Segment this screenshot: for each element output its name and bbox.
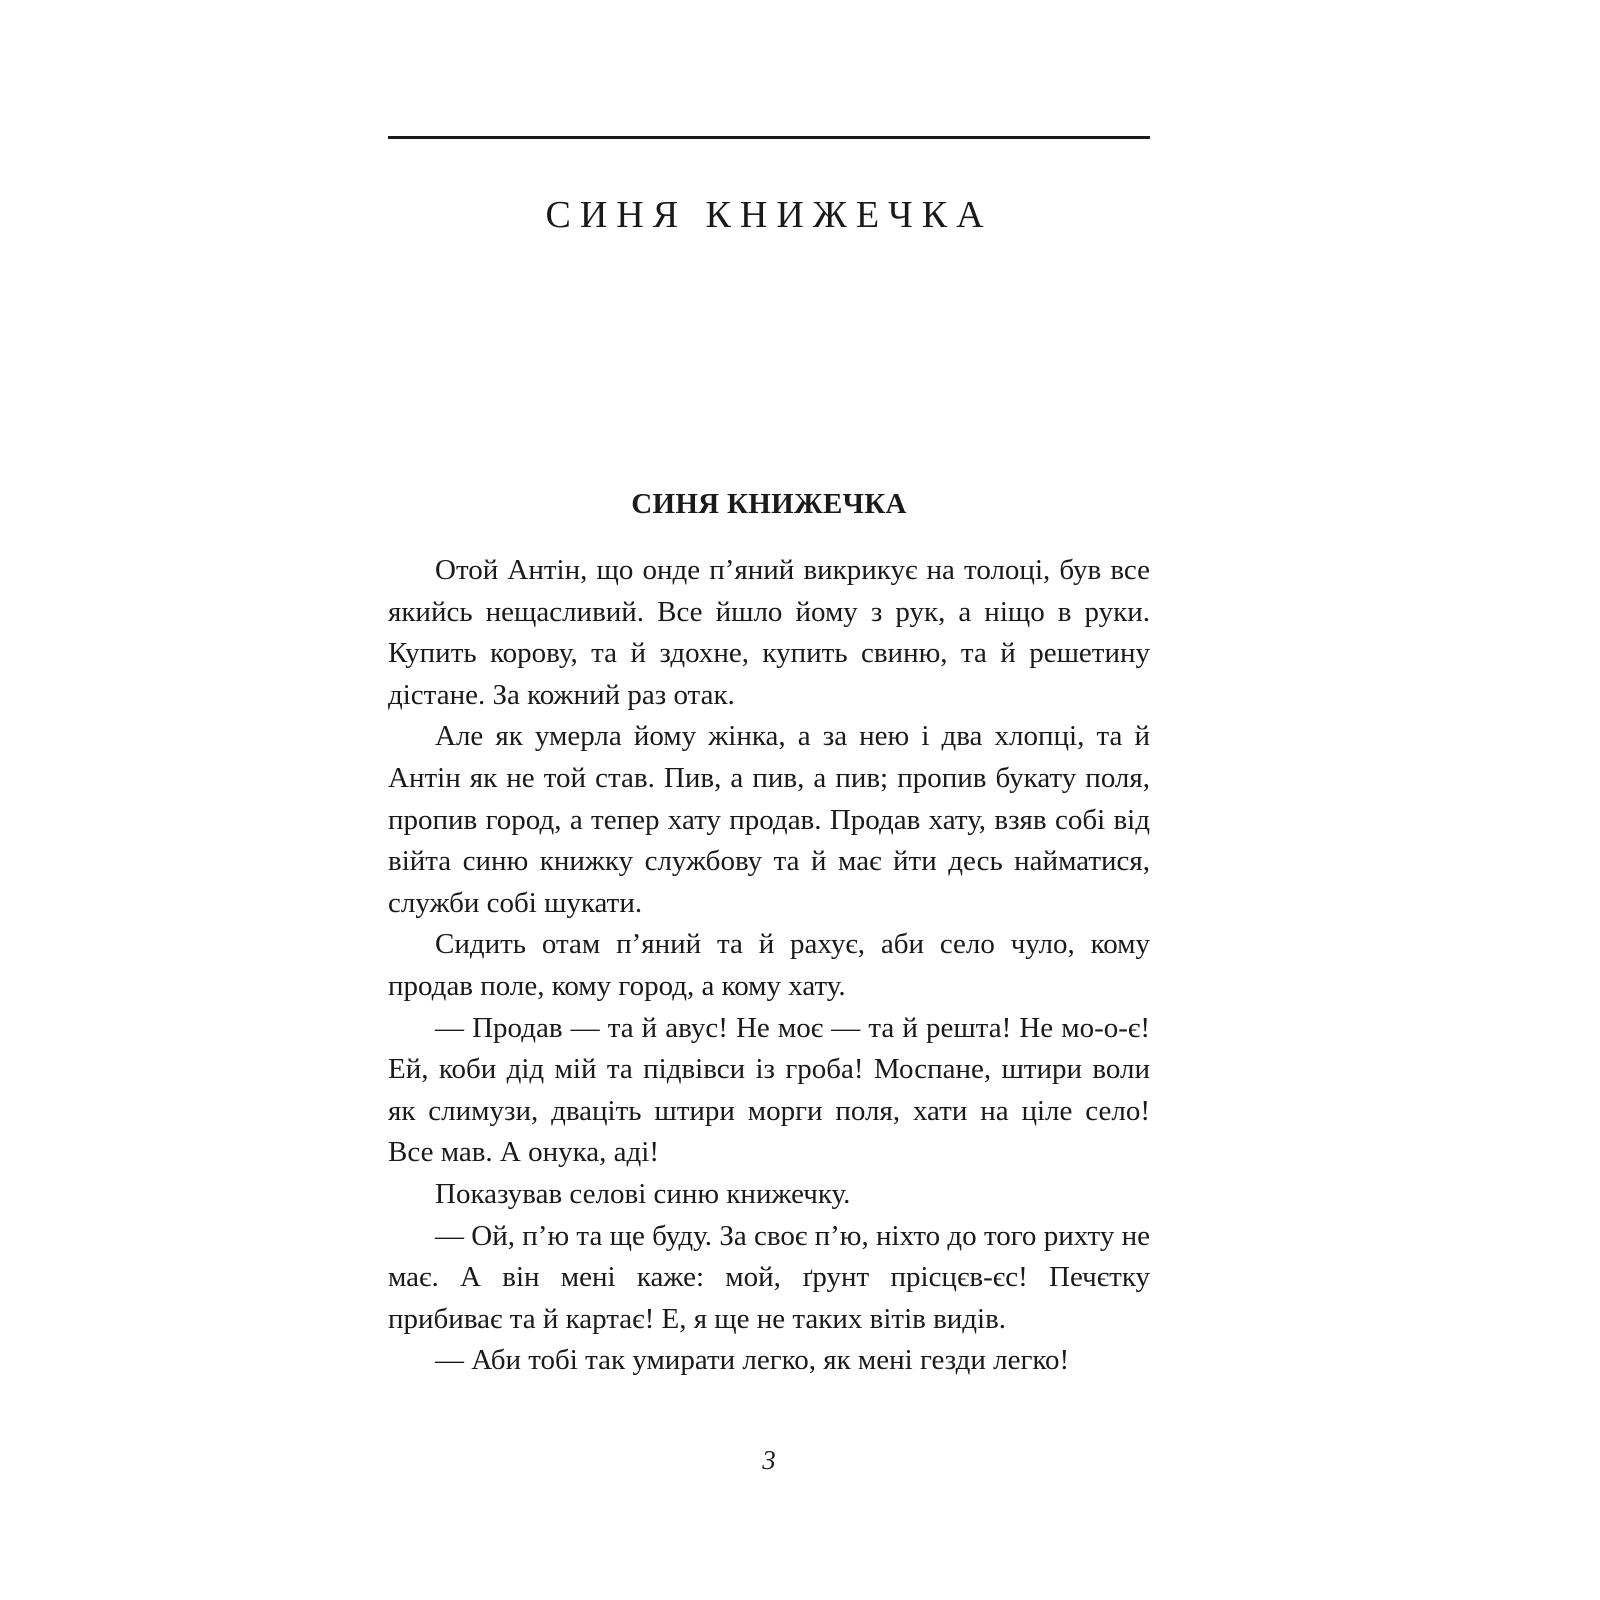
book-page — [388, 0, 1150, 1600]
paragraph: Отой Антін, що онде п’яний викрикує на толоці, був все якийсь нещасливий. Все йшло йому з рук, а ніщо в руки. Купить корову, та й здохне, купить свиню, та й решетину дістане. За кожний раз отак. — [388, 554, 1150, 711]
paragraph: — Продав — та й авус! Не моє — та й решта! Не мо-о-є! Ей, коби дід мій та підвівси із гроба! Моспане, штири воли як слимузи, дваціть штири морги поля, хати на ціле село! Все мав. А онука, аді! — [388, 1011, 1150, 1169]
page-number: 3 — [762, 1445, 776, 1475]
paragraph: Показував селові синю книжечку. — [435, 1177, 851, 1210]
paragraph: — Аби тобі так умирати легко, як мені гезди легко! — [435, 1344, 1070, 1377]
story-body — [388, 550, 1150, 1382]
header-rule — [388, 136, 1150, 139]
paragraph: Сидить отам п’яний та й рахує, аби село чуло, кому продав поле, кому город, а кому хату. — [388, 928, 1150, 1002]
paragraph: — Ой, п’ю та ще буду. За своє п’ю, ніхто до того рихту не має. А він мені каже: мой, ґрунт прісцєв-єс! Печєтку прибиває та й картає! Е, я ще не таких вітів видів. — [388, 1219, 1150, 1335]
paragraph: Але як умерла йому жінка, а за нею і два хлопці, та й Антін як не той став. Пив, а пив, а пив; пропив букату поля, пропив город, а тепер хату продав. Продав хату, взяв собі від війта синю книжку службову та й має йти десь найматися, служби собі шукати. — [388, 720, 1150, 919]
story-title: СИНЯ КНИЖЕЧКА — [631, 488, 907, 520]
running-title: СИНЯ КНИЖЕЧКА — [545, 194, 993, 236]
